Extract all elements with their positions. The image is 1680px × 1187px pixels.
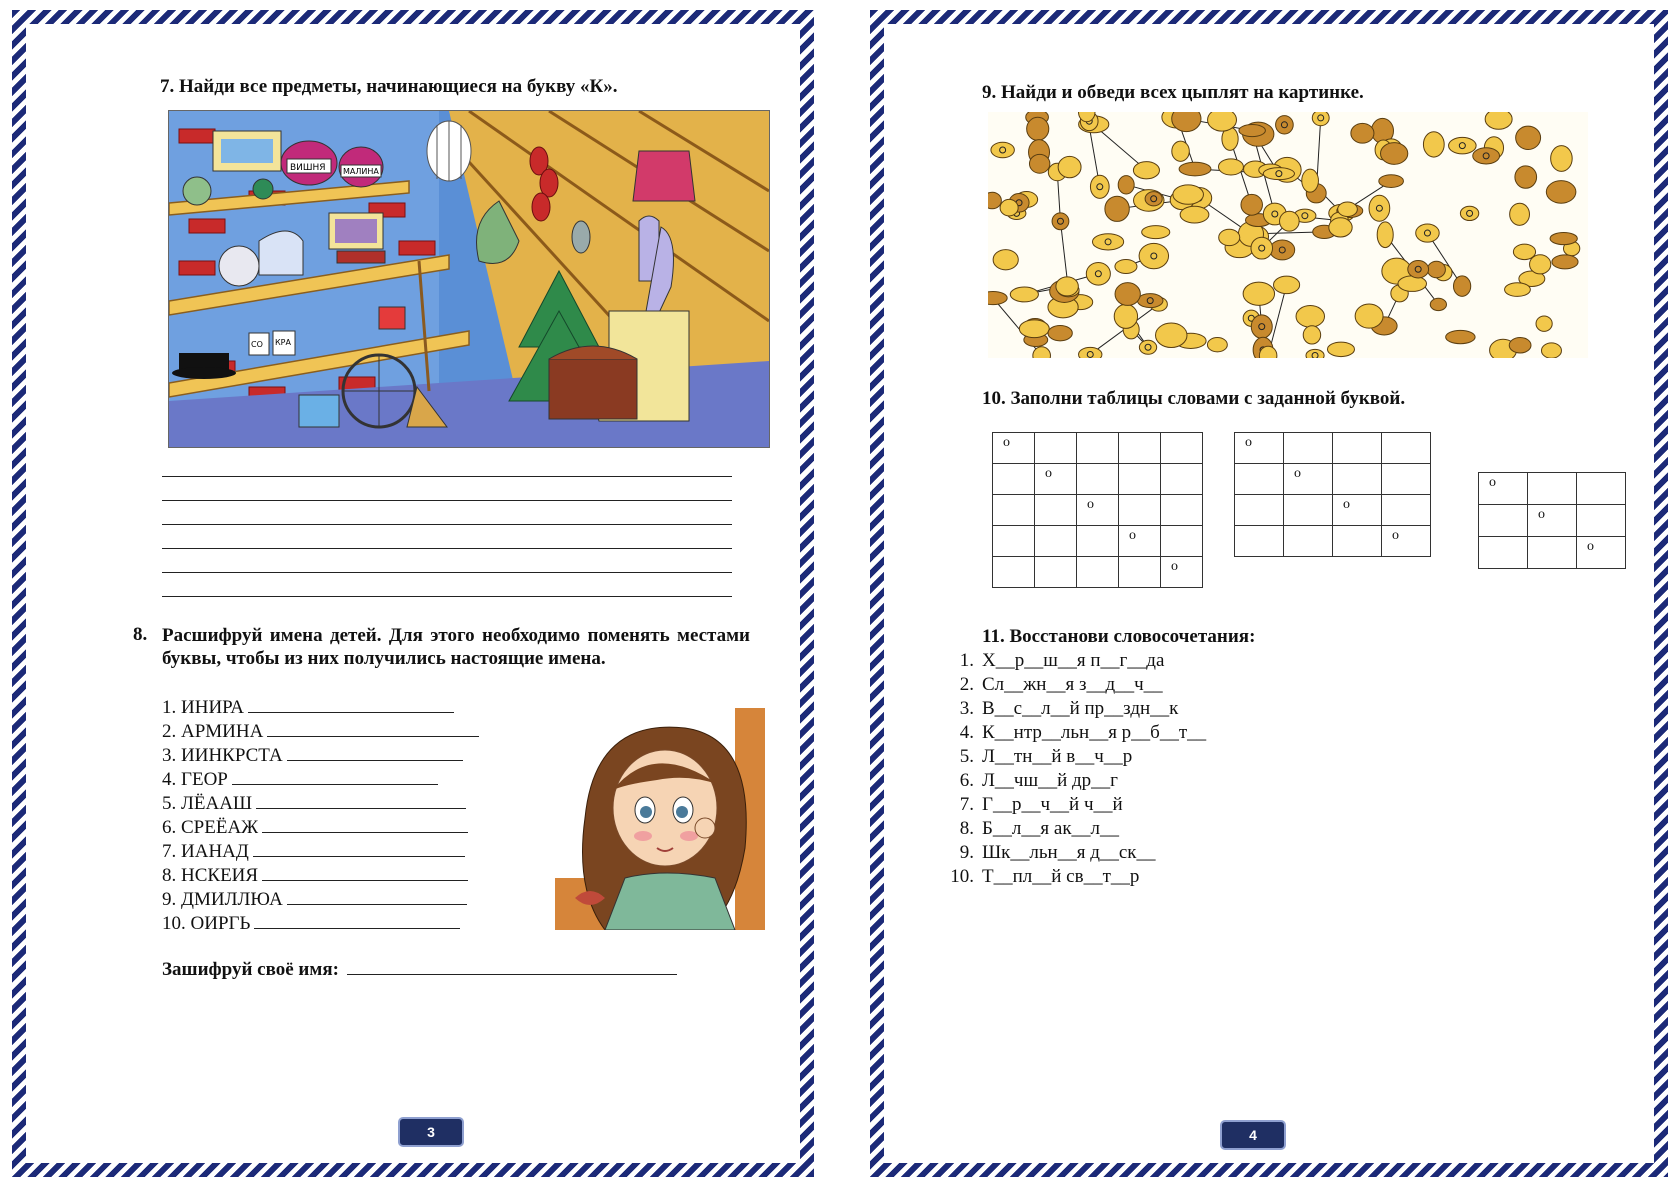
chick-shape — [1270, 240, 1295, 260]
chick-shape — [1398, 276, 1427, 292]
chick-shape — [1369, 195, 1390, 221]
chick-shape — [1329, 218, 1352, 237]
chick-shape — [1142, 226, 1170, 239]
chick-shape — [1019, 320, 1049, 338]
grid-cell[interactable] — [1077, 526, 1119, 557]
letter-grid-4[interactable] — [1234, 432, 1431, 557]
encode-name-row — [162, 958, 677, 981]
grid-cell[interactable] — [1382, 433, 1431, 464]
chick-shape — [993, 250, 1018, 270]
chick-shape — [1536, 316, 1552, 331]
chick-shape — [1029, 154, 1049, 173]
grid-cell[interactable] — [1382, 495, 1431, 526]
name-answer-line[interactable] — [248, 696, 454, 713]
grid-cell[interactable] — [1161, 495, 1203, 526]
chick-shape — [1219, 229, 1240, 245]
grid-cell[interactable] — [1577, 505, 1626, 537]
chick-shape — [1092, 234, 1123, 250]
chick-shape — [1530, 255, 1551, 274]
chick-shape — [1505, 283, 1531, 297]
grid-cell[interactable] — [1077, 433, 1119, 464]
answer-line[interactable] — [162, 476, 732, 477]
encode-name-label: Зашифруй своё имя: — [162, 959, 339, 980]
grid-cell[interactable]: о — [1161, 557, 1203, 588]
chick-shape — [1453, 276, 1470, 296]
chick-shape — [1446, 330, 1475, 343]
answer-line[interactable] — [162, 572, 732, 573]
right-page — [858, 0, 1680, 1187]
chick-shape — [1274, 276, 1300, 294]
name-answer-line[interactable] — [232, 768, 438, 785]
grid-cell[interactable] — [1119, 557, 1161, 588]
grid-cell[interactable] — [1035, 526, 1077, 557]
chick-shape — [1485, 112, 1512, 129]
chick-shape — [1000, 199, 1018, 216]
grid-cell[interactable]: о — [1382, 526, 1431, 557]
grid-cell[interactable] — [1284, 495, 1333, 526]
chick-shape — [988, 192, 1001, 209]
chick-shape — [1079, 347, 1102, 358]
chick-shape — [1377, 222, 1393, 248]
chick-shape — [1552, 255, 1578, 269]
list-item: 6. СРЕЁАЖ — [162, 816, 468, 839]
chick-shape — [1243, 282, 1274, 305]
chick-shape — [1449, 137, 1477, 153]
chick-shape — [1180, 206, 1209, 223]
chick-shape — [1048, 325, 1072, 340]
grid-cell[interactable] — [1479, 505, 1528, 537]
task7-title: 7. Найди все предметы, начинающиеся на букву «К». — [160, 76, 618, 97]
grid-cell[interactable]: о — [1035, 464, 1077, 495]
grid-cell[interactable] — [1161, 464, 1203, 495]
phrase-item: 3. В__с__л__й пр__здн__к — [959, 698, 1179, 719]
chick-shape — [1241, 194, 1263, 215]
grid-cell[interactable] — [993, 495, 1035, 526]
chick-shape — [1052, 213, 1069, 230]
chicks-drawing — [988, 112, 1588, 358]
chick-shape — [1303, 326, 1320, 344]
list-item: 2. АРМИНА — [162, 720, 479, 743]
page-number: 3 — [398, 1117, 464, 1147]
task8-instructions: Расшифруй имена детей. Для этого необходимо поменять местами буквы, чтобы из них получились настоящие имена. — [162, 625, 750, 669]
chick-shape — [1115, 259, 1137, 273]
name-answer-line[interactable] — [287, 888, 467, 905]
letter-grid-5[interactable] — [992, 432, 1203, 588]
name-answer-line[interactable] — [262, 816, 468, 833]
encode-name-line[interactable] — [347, 958, 677, 975]
grid-cell[interactable]: о — [1077, 495, 1119, 526]
chick-shape — [1056, 277, 1078, 296]
name-answer-line[interactable] — [254, 912, 460, 929]
list-item: 7. ИАНАД — [162, 840, 465, 863]
chick-shape — [1090, 175, 1109, 198]
list-item: 5. ЛЁААШ — [162, 792, 466, 815]
chick-shape — [1416, 224, 1440, 242]
grid-cell[interactable] — [1577, 473, 1626, 505]
grid-cell[interactable]: о — [1577, 537, 1626, 569]
grid-cell[interactable] — [1235, 495, 1284, 526]
phrase-item: 10. Т__пл__й св__т__р — [950, 866, 1140, 887]
list-item: 10. ОИРГЬ — [162, 912, 460, 935]
grid-cell[interactable] — [1077, 557, 1119, 588]
chick-shape — [1338, 202, 1358, 216]
chick-shape — [1114, 304, 1137, 328]
chick-shape — [1137, 294, 1163, 308]
grid-cell[interactable] — [993, 557, 1035, 588]
chick-shape — [1296, 306, 1324, 328]
name-answer-line[interactable] — [256, 792, 466, 809]
chick-shape — [1379, 175, 1404, 188]
phrase-item: 6. Л__чш__й др__г — [959, 770, 1118, 791]
grid-cell[interactable] — [1333, 433, 1382, 464]
grid-cell[interactable] — [1161, 526, 1203, 557]
phrase-item: 5. Л__тн__й в__ч__р — [959, 746, 1133, 767]
grid-cell[interactable]: о — [993, 433, 1035, 464]
list-item: 3. ИИНКРСТА — [162, 744, 463, 767]
phrase-item: 4. К__нтр__льн__я р__б__т__ — [959, 722, 1207, 743]
grid-cell[interactable]: о — [1333, 495, 1382, 526]
chick-shape — [1430, 298, 1446, 310]
grid-cell[interactable] — [1119, 495, 1161, 526]
grid-cell[interactable] — [1528, 537, 1577, 569]
chick-shape — [1550, 232, 1577, 244]
girl-drawing — [555, 708, 765, 930]
chick-shape — [1355, 304, 1383, 328]
chick-shape — [1105, 196, 1129, 221]
grid-cell[interactable] — [1235, 464, 1284, 495]
name-answer-line[interactable] — [253, 840, 465, 857]
attic-illustration[interactable] — [168, 110, 770, 448]
chick-shape — [1541, 343, 1561, 358]
list-item: 1. ИНИРА — [162, 696, 454, 719]
chick-shape — [1381, 143, 1408, 165]
grid-cell[interactable]: о — [1528, 505, 1577, 537]
chick-shape — [1427, 261, 1445, 278]
chick-shape — [1460, 206, 1478, 220]
chick-shape — [1263, 168, 1294, 180]
grid-cell[interactable] — [1035, 557, 1077, 588]
chick-shape — [1423, 132, 1444, 157]
grid-cell[interactable] — [1119, 464, 1161, 495]
page-number: 4 — [1220, 1120, 1286, 1150]
grid-cell[interactable] — [1284, 433, 1333, 464]
chick-shape — [1251, 237, 1273, 259]
grid-cell[interactable] — [1161, 433, 1203, 464]
girl-illustration — [555, 708, 765, 930]
name-answer-line[interactable] — [262, 864, 468, 881]
chick-shape — [1156, 323, 1187, 348]
answer-line[interactable] — [162, 524, 732, 525]
chicks-illustration[interactable] — [988, 112, 1588, 358]
grid-cell[interactable] — [1077, 464, 1119, 495]
grid-cell[interactable] — [1235, 526, 1284, 557]
chick-shape — [1306, 349, 1324, 358]
phrase-item: 1. Х__р__ш__я п__г__да — [959, 650, 1165, 671]
answer-line[interactable] — [162, 596, 732, 597]
chick-shape — [1546, 181, 1576, 204]
can-label-1: КРА — [275, 338, 291, 347]
list-item: 4. ГЕОР — [162, 768, 438, 791]
grid-cell[interactable] — [1119, 433, 1161, 464]
grid-cell[interactable] — [1333, 464, 1382, 495]
task10-title: 10. Заполни таблицы словами с заданной буквой. — [982, 388, 1406, 409]
task8-number: 8. — [133, 624, 148, 645]
grid-cell[interactable]: о — [1119, 526, 1161, 557]
chick-shape — [1139, 340, 1156, 354]
chick-shape — [1516, 126, 1541, 149]
list-item: 8. НСКЕИЯ — [162, 864, 468, 887]
chick-shape — [1179, 162, 1211, 176]
chick-shape — [991, 142, 1014, 158]
chick-shape — [1515, 166, 1537, 188]
chick-shape — [1280, 211, 1300, 231]
chick-shape — [1115, 283, 1140, 306]
letter-grid-3[interactable] — [1478, 472, 1626, 569]
chick-shape — [1118, 176, 1134, 194]
grid-cell[interactable]: о — [1479, 473, 1528, 505]
chick-shape — [1133, 162, 1159, 179]
grid-cell[interactable] — [1333, 526, 1382, 557]
task9-title: 9. Найди и обведи всех цыплят на картинке. — [982, 82, 1364, 103]
chick-shape — [1302, 169, 1319, 192]
chick-shape — [1218, 159, 1243, 175]
phrase-item: 7. Г__р__ч__й ч__й — [959, 794, 1123, 815]
chick-shape — [1551, 146, 1573, 172]
grid-cell[interactable] — [1479, 537, 1528, 569]
grid-cell[interactable] — [1382, 464, 1431, 495]
phrase-item: 9. Шк__льн__я д__ск__ — [959, 842, 1156, 863]
chick-shape — [1276, 116, 1294, 134]
grid-cell[interactable]: о — [1284, 464, 1333, 495]
name-answer-line[interactable] — [267, 720, 479, 737]
can-label-2: СО — [251, 340, 263, 349]
left-page — [0, 0, 826, 1187]
chick-shape — [1351, 123, 1374, 143]
task11-title: 11. Восстанови словосочетания: — [982, 626, 1256, 647]
name-answer-line[interactable] — [287, 744, 463, 761]
chick-shape — [1086, 262, 1110, 285]
chick-shape — [1251, 315, 1272, 338]
chick-shape — [1473, 148, 1500, 164]
jar-label-1: ВИШНЯ — [290, 163, 326, 173]
grid-cell[interactable] — [1035, 433, 1077, 464]
jar-label-2: МАЛИНА — [343, 167, 379, 176]
chick-shape — [1239, 125, 1265, 137]
chick-shape — [1408, 261, 1429, 278]
chick-shape — [1509, 337, 1531, 353]
chick-shape — [1145, 192, 1162, 206]
grid-cell[interactable] — [993, 526, 1035, 557]
chick-shape — [1027, 117, 1049, 140]
chick-shape — [1010, 287, 1038, 302]
grid-cell[interactable] — [993, 464, 1035, 495]
chick-shape — [1207, 338, 1227, 352]
chick-shape — [1208, 112, 1237, 131]
grid-cell[interactable]: о — [1235, 433, 1284, 464]
attic-drawing — [169, 111, 769, 447]
grid-cell[interactable] — [1035, 495, 1077, 526]
answer-line[interactable] — [162, 548, 732, 549]
phrase-item: 8. Б__л__я ак__л__ — [959, 818, 1120, 839]
chick-shape — [1172, 141, 1190, 161]
answer-line[interactable] — [162, 500, 732, 501]
chick-shape — [1327, 342, 1354, 356]
chick-shape — [1312, 112, 1329, 126]
grid-cell[interactable] — [1284, 526, 1333, 557]
phrase-item: 2. Сл__жн__я з__д__ч__ — [959, 674, 1163, 695]
list-item: 9. ДМИЛЛЮА — [162, 888, 467, 911]
grid-cell[interactable] — [1528, 473, 1577, 505]
chick-shape — [1173, 185, 1204, 204]
chick-shape — [1510, 203, 1530, 225]
chick-shape — [1058, 156, 1081, 177]
chick-shape — [1139, 243, 1168, 268]
